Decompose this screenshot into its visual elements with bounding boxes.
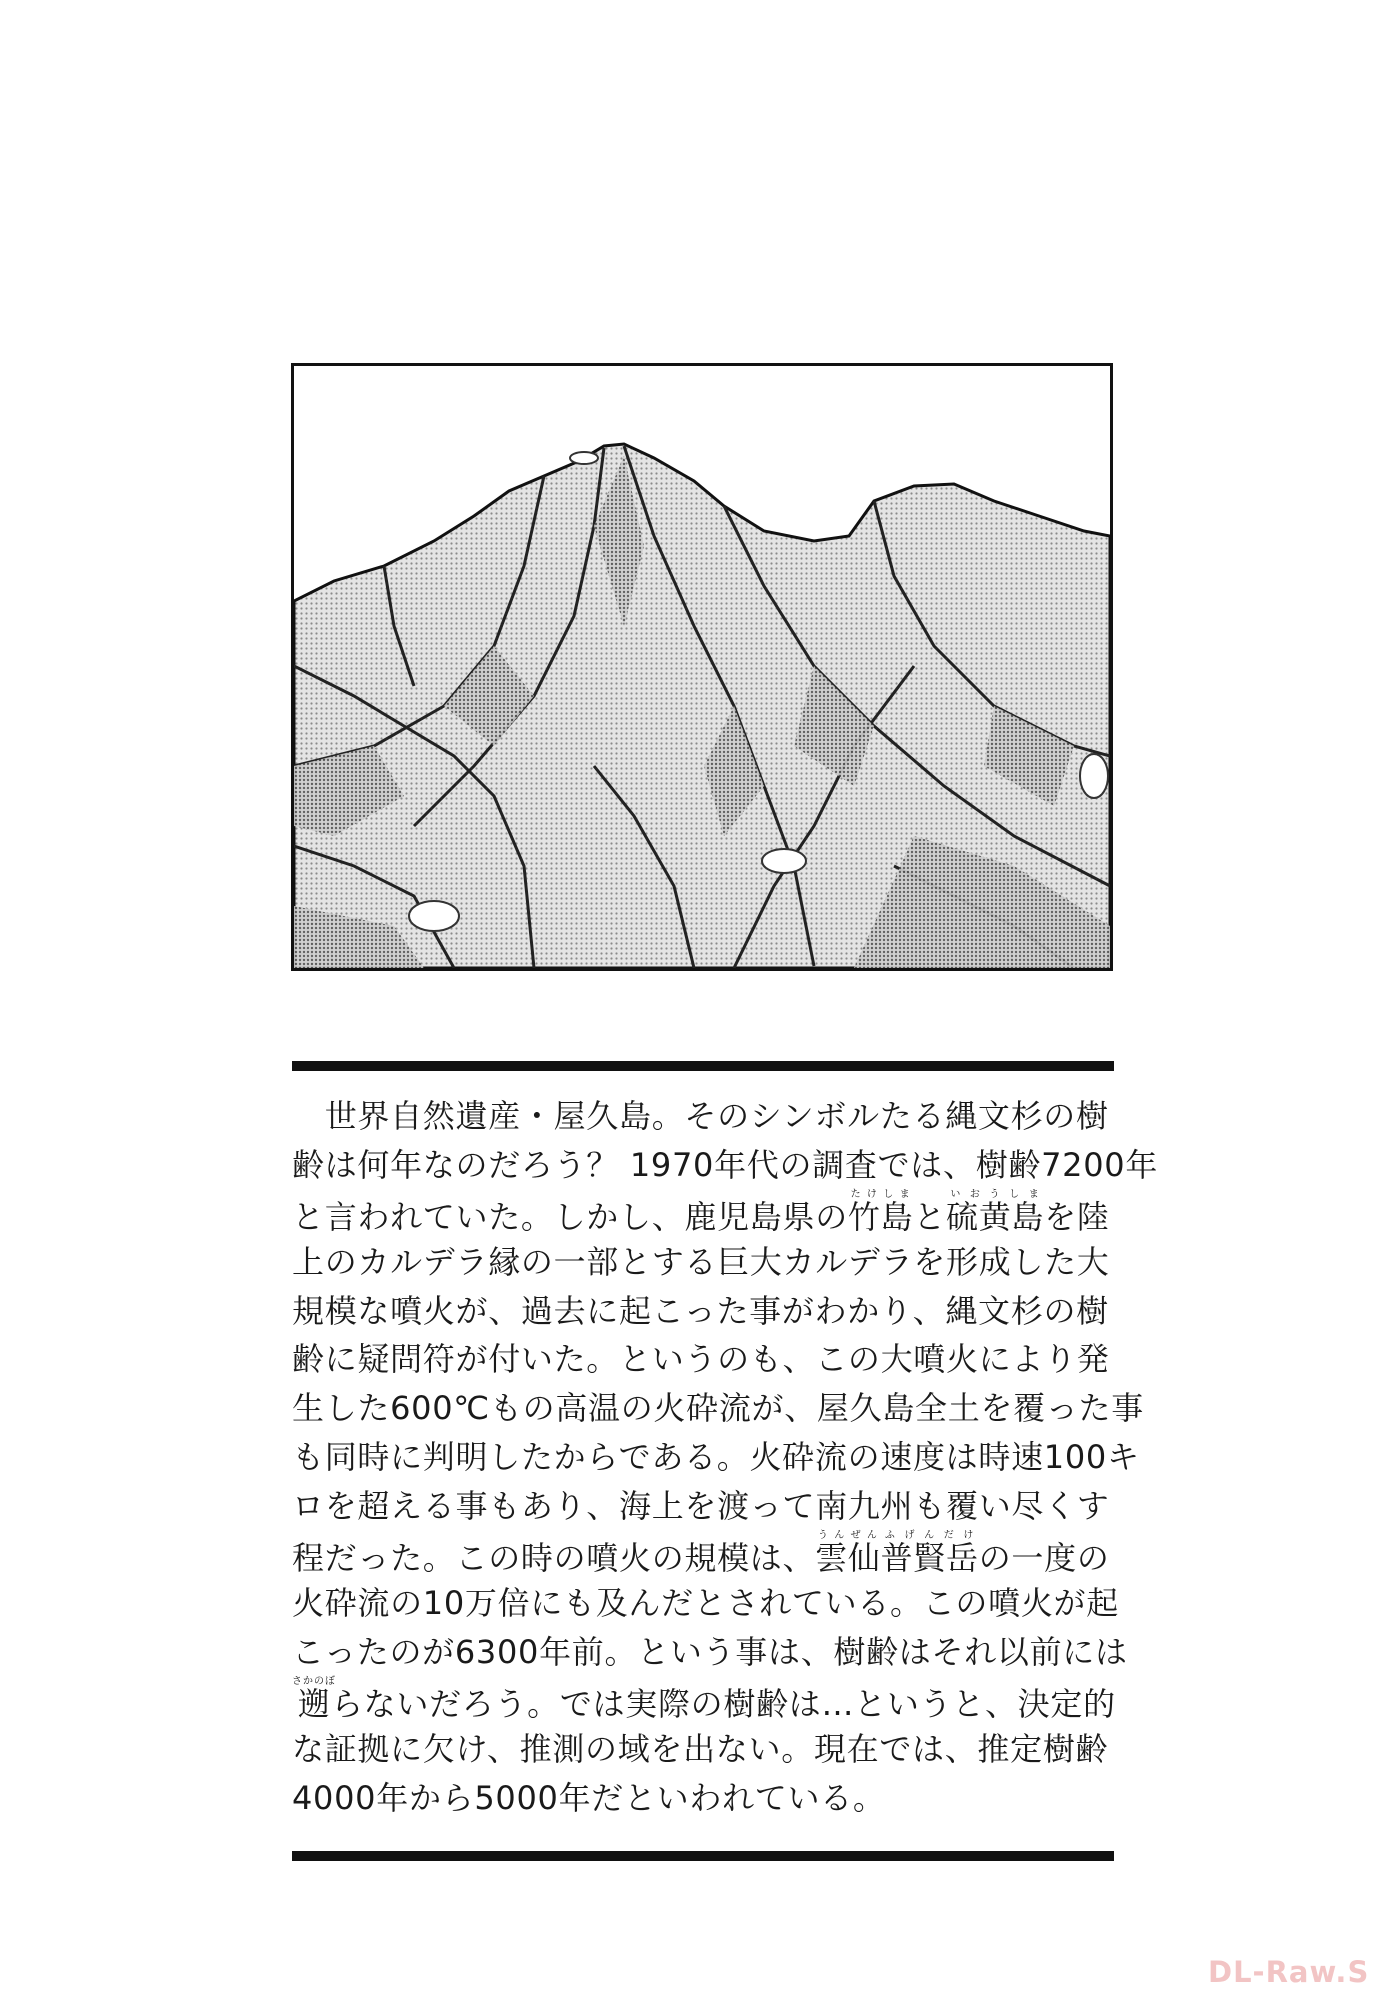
- text-segment: 火砕流の10万倍にも及んだとされている。この噴火が起: [292, 1583, 1119, 1622]
- ruby-base: 竹島: [847, 1198, 914, 1237]
- furigana-word: [292, 1676, 336, 1724]
- text-segment: 世界自然遺産・屋久島。そのシンボルたる縄文杉の樹: [292, 1097, 1109, 1135]
- text-segment: らないだろう。では実際の樹齢は…というと、決定的: [330, 1685, 1116, 1724]
- text-line: [292, 1092, 1122, 1141]
- text-segment: 生した600℃もの高温の火砕流が、屋久島全土を覆った事: [292, 1389, 1144, 1428]
- ruby-reading: たけしま: [847, 1189, 914, 1201]
- ruby-reading: いおうしま: [946, 1189, 1045, 1201]
- text-segment: 程だった。この時の噴火の規模は、: [292, 1539, 816, 1578]
- ruby-base: 硫黄島: [946, 1198, 1045, 1237]
- text-line: [292, 1676, 1122, 1725]
- text-segment: 上のカルデラ縁の一部とする巨大カルデラを形成した大: [292, 1243, 1110, 1282]
- text-line: [292, 1579, 1122, 1628]
- ruby-reading: ふげんだけ: [880, 1530, 979, 1542]
- ruby-base: 雲仙: [815, 1539, 881, 1578]
- furigana-word: [946, 1189, 1045, 1237]
- text-line: [292, 1287, 1122, 1336]
- text-segment: ロを超える事もあり、海上を渡って南九州も覆い尽くす: [292, 1486, 1110, 1525]
- text-segment: も同時に判明したからである。火砕流の速度は時速100キ: [292, 1437, 1140, 1476]
- text-line: [292, 1482, 1122, 1531]
- text-line: [292, 1433, 1140, 1482]
- article-text: [292, 1092, 1159, 1822]
- text-segment: 齢は何年なのだろう？ 1970年代の調査では、樹齢7200年: [292, 1145, 1159, 1184]
- text-line: [292, 1189, 1122, 1238]
- text-segment: こったのが6300年前。という事は、樹齢はそれ以前には: [292, 1632, 1128, 1671]
- text-segment: と言われていた。しかし、鹿児島県の: [292, 1198, 848, 1237]
- ruby-base: 普賢岳: [880, 1539, 979, 1578]
- text-line: [292, 1384, 1144, 1433]
- text-line: [292, 1774, 1122, 1823]
- ruby-reading: さかのぼ: [292, 1676, 336, 1688]
- text-line: [292, 1530, 1122, 1579]
- text-line: [292, 1335, 1122, 1384]
- furigana-word: [815, 1530, 881, 1578]
- text-segment: 4000年から5000年だといわれている。: [292, 1778, 886, 1817]
- text-segment: を陸: [1044, 1198, 1110, 1237]
- furigana-word: [880, 1530, 979, 1578]
- text-line: [292, 1141, 1159, 1190]
- mountain-illustration-panel: [291, 363, 1113, 971]
- text-line: [292, 1628, 1128, 1677]
- text-segment: 規模な噴火が、過去に起こった事がわかり、縄文杉の樹: [292, 1291, 1109, 1330]
- text-segment: 齢に疑問符が付いた。というのも、この大噴火により発: [292, 1340, 1110, 1379]
- furigana-word: [847, 1189, 914, 1237]
- mountain-illustration: [294, 366, 1110, 968]
- text-segment: な証拠に欠け、推測の域を出ない。現在では、推定樹齢: [292, 1729, 1109, 1768]
- text-segment: の一度の: [978, 1539, 1110, 1578]
- top-divider-rule: [292, 1061, 1114, 1071]
- bottom-divider-rule: [292, 1851, 1114, 1861]
- text-line: [292, 1238, 1122, 1287]
- text-line: [292, 1725, 1122, 1774]
- ruby-reading: うんぜん: [815, 1530, 881, 1542]
- watermark: DL-Raw.S: [1208, 1955, 1370, 1989]
- ruby-base: 遡: [292, 1685, 336, 1724]
- text-segment: と: [913, 1198, 947, 1237]
